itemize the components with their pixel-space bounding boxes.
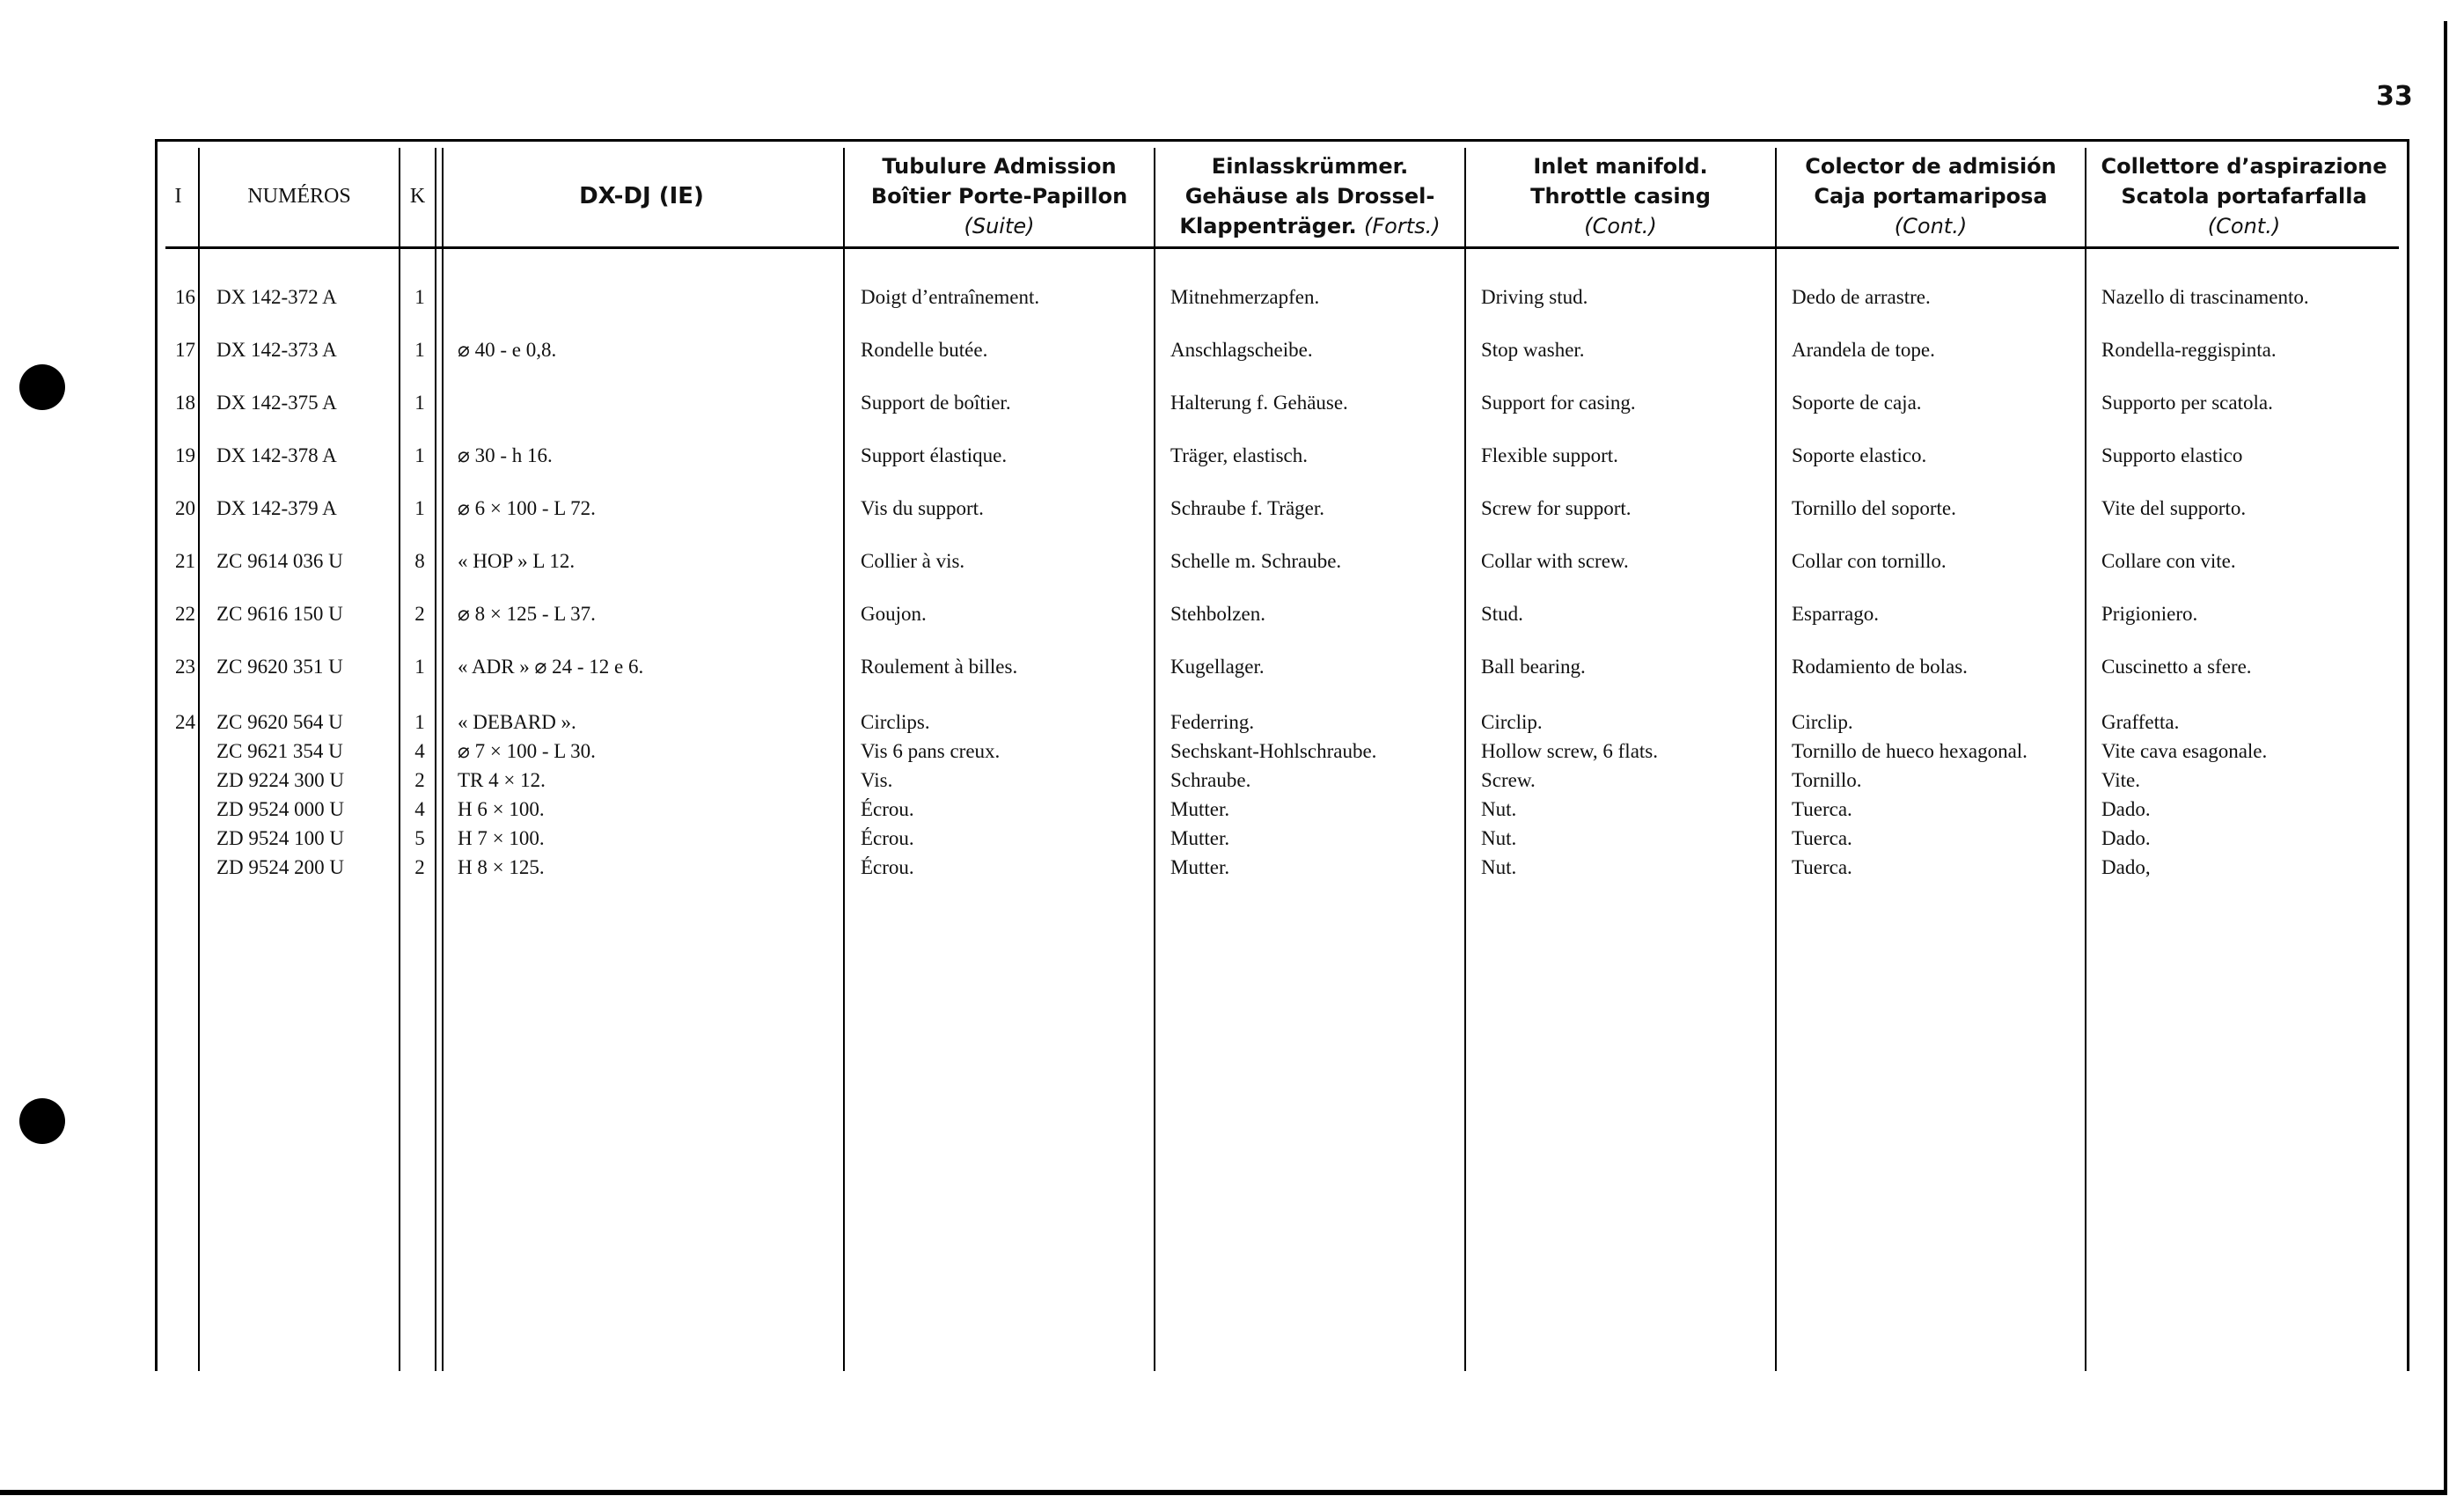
german-description: Federring. xyxy=(1170,711,1255,733)
german-description: Schelle m. Schraube. xyxy=(1170,550,1342,572)
row-index: 24 xyxy=(175,711,195,733)
table-row xyxy=(0,711,2464,737)
english-description: Ball bearing. xyxy=(1481,656,1586,678)
table-row xyxy=(0,603,2464,629)
french-description: Collier à vis. xyxy=(861,550,965,572)
table-row xyxy=(0,550,2464,576)
specification: « DEBARD ». xyxy=(458,711,576,733)
header-english: Inlet manifold. Throttle casing (Cont.) xyxy=(1530,154,1711,238)
quantity: 4 xyxy=(414,740,425,762)
header-french: Tubulure Admission Boîtier Porte-Papillon (Suite) xyxy=(870,154,1128,238)
english-description: Flexible support. xyxy=(1481,444,1618,466)
italian-description: Dado. xyxy=(2101,798,2151,820)
binder-hole-bottom xyxy=(19,1098,65,1144)
spanish-description: Soporte elastico. xyxy=(1792,444,1927,466)
italian-description: Graffetta. xyxy=(2101,711,2180,733)
italian-description: Dado. xyxy=(2101,827,2151,849)
header-index: I xyxy=(174,184,182,208)
row-index: 17 xyxy=(175,339,195,361)
part-number: ZC 9620 351 U xyxy=(216,656,343,678)
quantity: 1 xyxy=(414,656,425,678)
english-description: Nut. xyxy=(1481,827,1517,849)
quantity: 1 xyxy=(414,711,425,733)
part-number: DX 142-378 A xyxy=(216,444,337,466)
part-number: ZD 9224 300 U xyxy=(216,769,345,791)
english-description: Circlip. xyxy=(1481,711,1543,733)
italian-description: Cuscinetto a sfere. xyxy=(2101,656,2252,678)
quantity: 2 xyxy=(414,603,425,625)
german-description: Träger, elastisch. xyxy=(1170,444,1309,466)
specification: TR 4 × 12. xyxy=(458,769,546,791)
part-number: ZD 9524 200 U xyxy=(216,856,345,878)
german-description: Schraube f. Träger. xyxy=(1170,497,1325,519)
part-number: ZC 9621 354 U xyxy=(216,740,343,762)
row-index: 16 xyxy=(175,286,195,308)
english-description: Nut. xyxy=(1481,856,1517,878)
table-row xyxy=(0,856,2464,883)
table-row xyxy=(0,740,2464,766)
quantity: 1 xyxy=(414,286,425,308)
header-model: DX-DJ (IE) xyxy=(579,183,704,209)
english-description: Hollow screw, 6 flats. xyxy=(1481,740,1658,762)
spanish-description: Esparrago. xyxy=(1792,603,1879,625)
spanish-description: Collar con tornillo. xyxy=(1792,550,1947,572)
header-german: Einlasskrümmer. Gehäuse als Drossel- Klappenträger. (Forts.) xyxy=(1179,154,1441,238)
table-row xyxy=(0,798,2464,825)
table-row xyxy=(0,769,2464,796)
row-index: 19 xyxy=(175,444,195,466)
french-description: Vis. xyxy=(861,769,893,791)
italian-description: Nazello di trascinamento. xyxy=(2101,286,2309,308)
italian-description: Dado, xyxy=(2101,856,2151,878)
french-description: Rondelle butée. xyxy=(861,339,988,361)
german-description: Mutter. xyxy=(1170,798,1230,820)
french-description: Goujon. xyxy=(861,603,927,625)
italian-description: Vite del supporto. xyxy=(2101,497,2247,519)
header-rule xyxy=(165,246,2399,249)
english-description: Screw for support. xyxy=(1481,497,1632,519)
italian-description: Rondella-reggispinta. xyxy=(2101,339,2277,361)
french-description: Support de boîtier. xyxy=(861,392,1011,414)
part-number: ZD 9524 100 U xyxy=(216,827,345,849)
specification: ⌀ 8 × 125 - L 37. xyxy=(458,603,596,625)
quantity: 2 xyxy=(414,856,425,878)
english-description: Stud. xyxy=(1481,603,1523,625)
german-description: Schraube. xyxy=(1170,769,1251,791)
italian-description: Vite. xyxy=(2101,769,2140,791)
specification: H 6 × 100. xyxy=(458,798,545,820)
specification: « ADR » ⌀ 24 - 12 e 6. xyxy=(458,656,644,678)
quantity: 1 xyxy=(414,392,425,414)
german-description: Sechskant-Hohlschraube. xyxy=(1170,740,1377,762)
header-quantity: K xyxy=(409,184,426,208)
specification: ⌀ 6 × 100 - L 72. xyxy=(458,497,596,519)
table-row xyxy=(0,286,2464,312)
quantity: 2 xyxy=(414,769,425,791)
german-description: Kugellager. xyxy=(1170,656,1265,678)
spanish-description: Soporte de caja. xyxy=(1792,392,1922,414)
row-index: 23 xyxy=(175,656,195,678)
row-index: 22 xyxy=(175,603,195,625)
german-description: Stehbolzen. xyxy=(1170,603,1265,625)
specification: H 7 × 100. xyxy=(458,827,545,849)
header-italian: Collettore d’aspirazione Scatola portafarfalla (Cont.) xyxy=(2101,154,2387,238)
french-description: Roulement à billes. xyxy=(861,656,1018,678)
row-index: 20 xyxy=(175,497,195,519)
part-number: DX 142-372 A xyxy=(216,286,337,308)
specification: « HOP » L 12. xyxy=(458,550,576,572)
table-row xyxy=(0,827,2464,854)
english-description: Driving stud. xyxy=(1481,286,1588,308)
part-number: ZC 9614 036 U xyxy=(216,550,343,572)
part-number: DX 142-375 A xyxy=(216,392,337,414)
spanish-description: Circlip. xyxy=(1792,711,1853,733)
part-number: ZC 9620 564 U xyxy=(216,711,343,733)
page-edge-bottom xyxy=(0,1490,2447,1495)
spanish-description: Dedo de arrastre. xyxy=(1792,286,1931,308)
german-description: Halterung f. Gehäuse. xyxy=(1170,392,1348,414)
italian-description: Supporto elastico xyxy=(2101,444,2243,466)
specification: ⌀ 40 - e 0,8. xyxy=(458,339,557,361)
french-description: Vis 6 pans creux. xyxy=(861,740,1001,762)
part-number: ZD 9524 000 U xyxy=(216,798,345,820)
quantity: 5 xyxy=(414,827,425,849)
part-number: DX 142-373 A xyxy=(216,339,337,361)
italian-description: Vite cava esagonale. xyxy=(2101,740,2268,762)
italian-description: Prigioniero. xyxy=(2101,603,2198,625)
quantity: 1 xyxy=(414,444,425,466)
german-description: Mitnehmerzapfen. xyxy=(1170,286,1320,308)
french-description: Écrou. xyxy=(861,856,914,878)
french-description: Support élastique. xyxy=(861,444,1008,466)
quantity: 8 xyxy=(414,550,425,572)
table-row xyxy=(0,656,2464,682)
quantity: 1 xyxy=(414,339,425,361)
english-description: Support for casing. xyxy=(1481,392,1636,414)
spanish-description: Tornillo de hueco hexagonal. xyxy=(1792,740,2028,762)
header-numeros: NUMÉROS xyxy=(247,184,351,208)
italian-description: Supporto per scatola. xyxy=(2101,392,2273,414)
german-description: Mutter. xyxy=(1170,856,1230,878)
row-index: 18 xyxy=(175,392,195,414)
specification: H 8 × 125. xyxy=(458,856,545,878)
spanish-description: Rodamiento de bolas. xyxy=(1792,656,1968,678)
french-description: Vis du support. xyxy=(861,497,984,519)
page-number: 33 xyxy=(2376,81,2413,112)
french-description: Écrou. xyxy=(861,798,914,820)
english-description: Nut. xyxy=(1481,798,1517,820)
spanish-description: Tornillo. xyxy=(1792,769,1862,791)
header-spanish: Colector de admisión Caja portamariposa (Cont.) xyxy=(1805,154,2057,238)
spanish-description: Tornillo del soporte. xyxy=(1792,497,1956,519)
english-description: Stop washer. xyxy=(1481,339,1585,361)
german-description: Anschlagscheibe. xyxy=(1170,339,1313,361)
german-description: Mutter. xyxy=(1170,827,1230,849)
french-description: Écrou. xyxy=(861,827,914,849)
english-description: Collar with screw. xyxy=(1481,550,1629,572)
spanish-description: Tuerca. xyxy=(1792,827,1852,849)
quantity: 4 xyxy=(414,798,425,820)
spanish-description: Tuerca. xyxy=(1792,856,1852,878)
specification: ⌀ 30 - h 16. xyxy=(458,444,553,466)
french-description: Circlips. xyxy=(861,711,930,733)
table-row xyxy=(0,392,2464,418)
spanish-description: Arandela de tope. xyxy=(1792,339,1935,361)
spanish-description: Tuerca. xyxy=(1792,798,1852,820)
italian-description: Collare con vite. xyxy=(2101,550,2236,572)
table-row xyxy=(0,497,2464,524)
table-row xyxy=(0,339,2464,365)
part-number: DX 142-379 A xyxy=(216,497,337,519)
french-description: Doigt d’entraînement. xyxy=(861,286,1040,308)
specification: ⌀ 7 × 100 - L 30. xyxy=(458,740,596,762)
row-index: 21 xyxy=(175,550,195,572)
part-number: ZC 9616 150 U xyxy=(216,603,343,625)
quantity: 1 xyxy=(414,497,425,519)
table-row xyxy=(0,444,2464,471)
english-description: Screw. xyxy=(1481,769,1536,791)
